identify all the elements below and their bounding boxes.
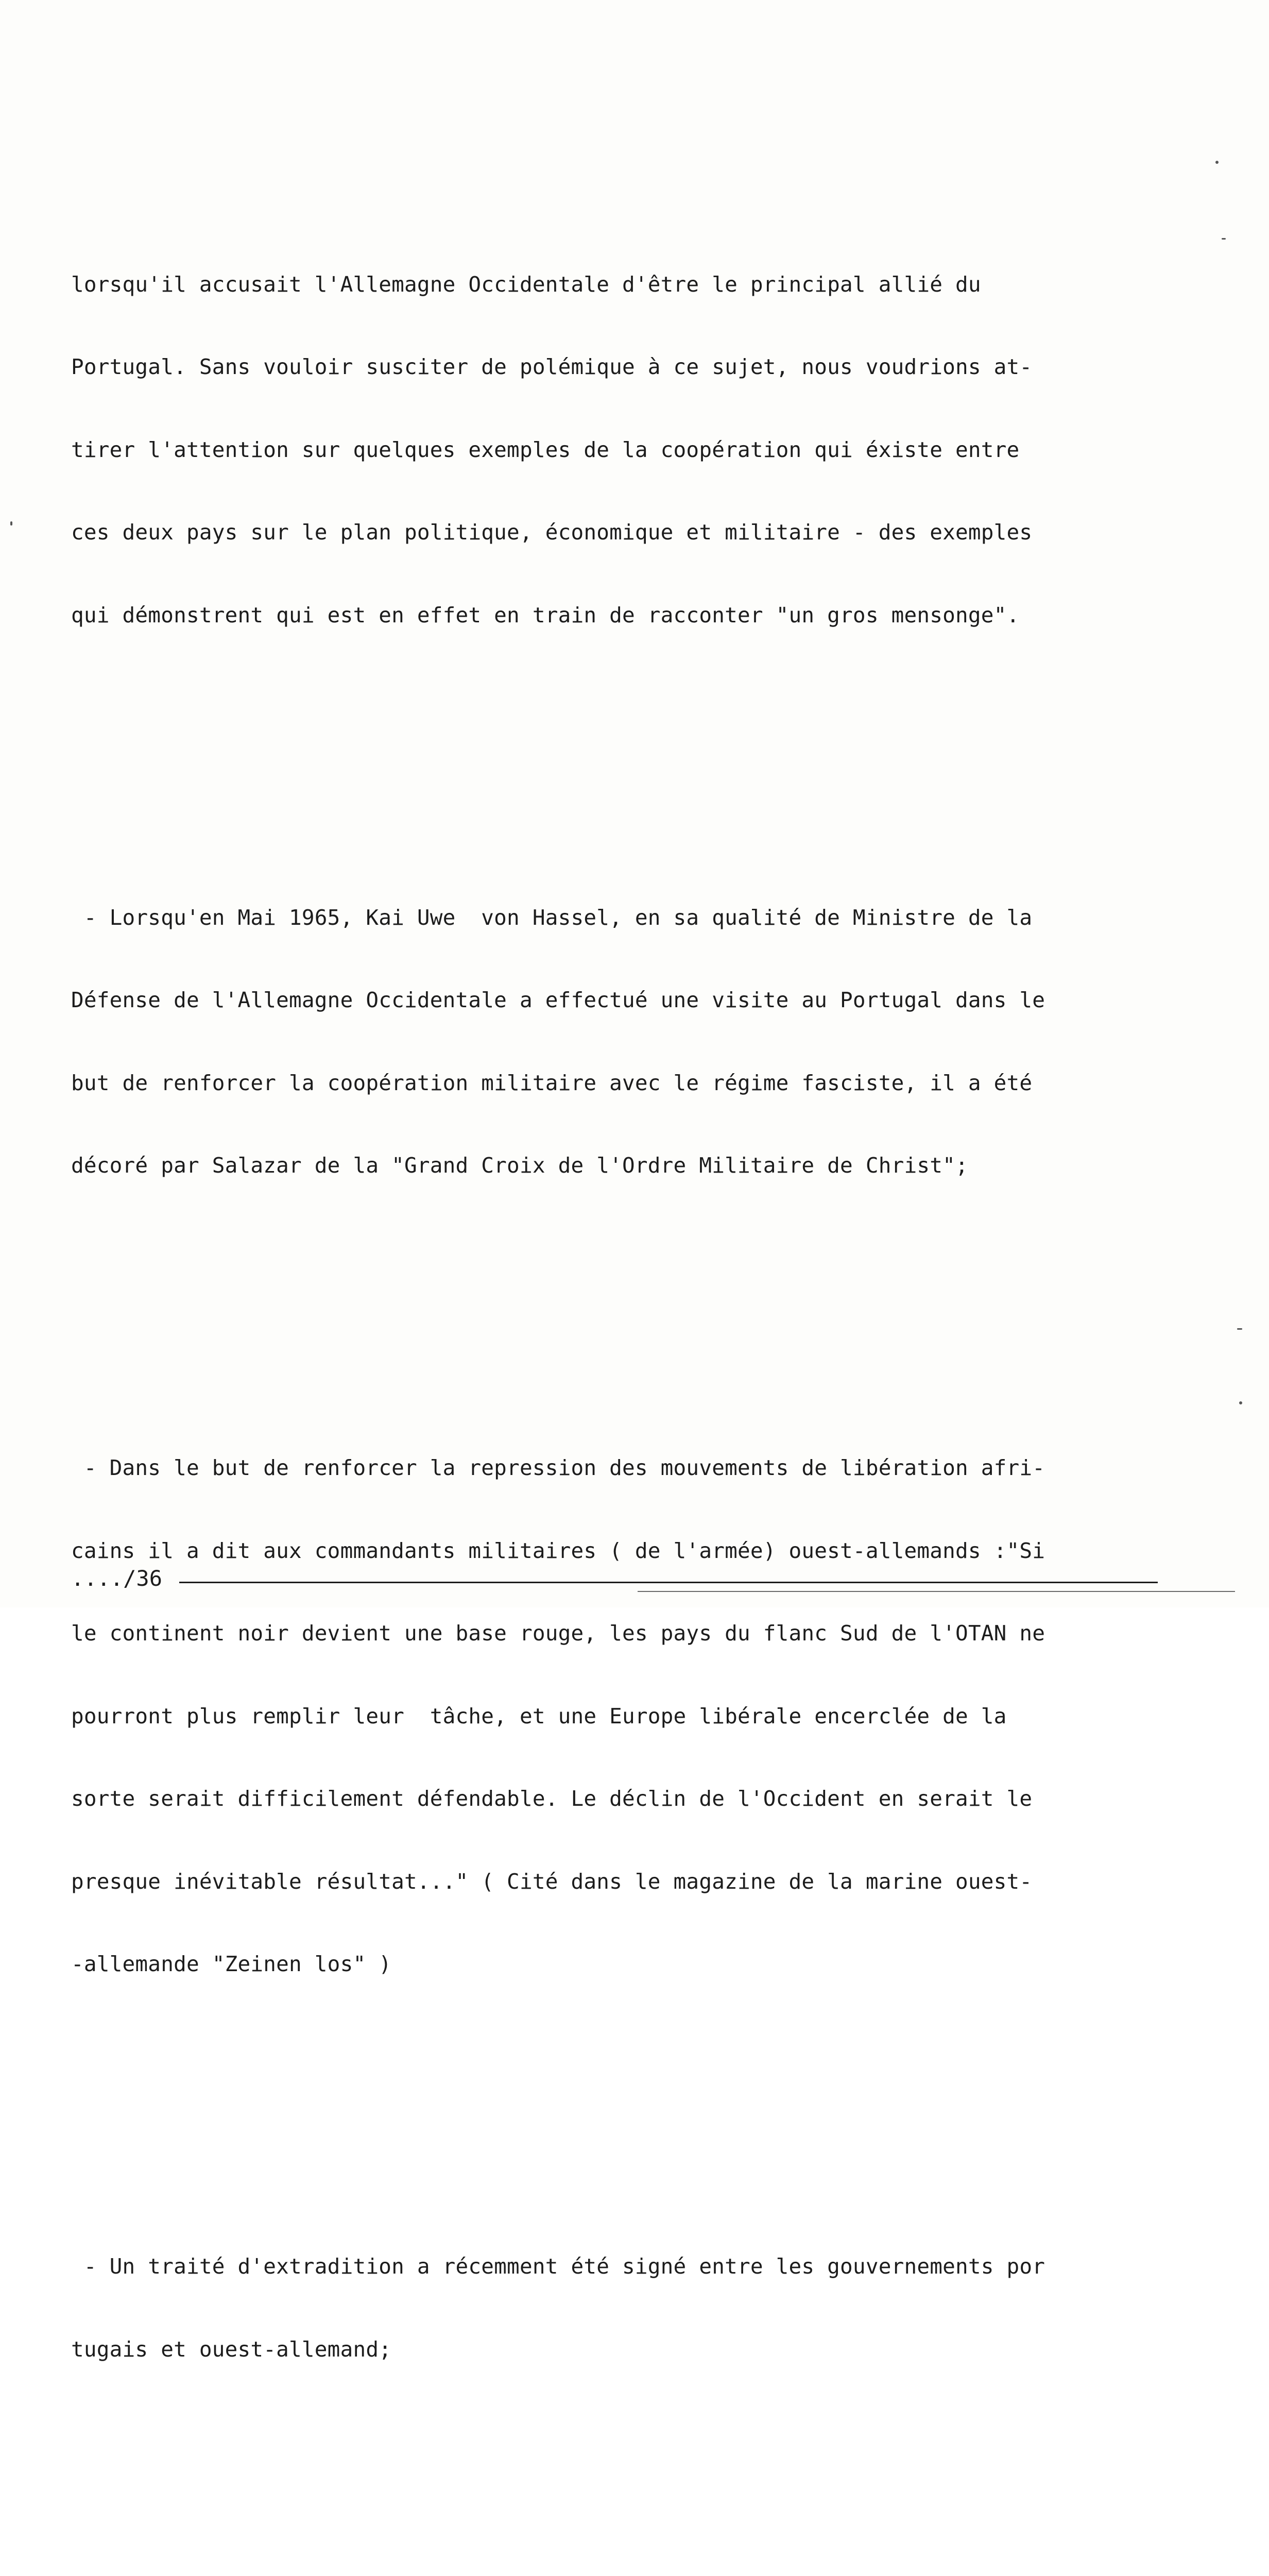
text-line: tirer l'attention sur quelques exemples de la coopération qui éxiste entre xyxy=(71,437,1020,462)
footer-rule-secondary xyxy=(638,1591,1235,1592)
document-body xyxy=(71,133,1163,2576)
text-line: pourront plus remplir leur tâche, et une Europe libérale encerclée de la xyxy=(71,1703,1007,1728)
text-line: décoré par Salazar de la "Grand Croix de l'Ordre Militaire de Christ"; xyxy=(71,1153,968,1178)
text-line: but de renforcer la coopération militaire avec le régime fasciste, il a été xyxy=(71,1070,1033,1095)
paragraph-von-hassel xyxy=(71,849,1163,1235)
continuation-marker: ..../36 xyxy=(71,1566,163,1591)
text-line: Défense de l'Allemagne Occidentale a effectué une visite au Portugal dans le xyxy=(71,988,1045,1012)
text-line: sorte serait difficilement défendable. Le déclin de l'Occident en serait le xyxy=(71,1786,1033,1811)
text-line: -allemande "Zeinen los" ) xyxy=(71,1952,392,1976)
scan-speck xyxy=(1237,1328,1242,1330)
text-line: le continent noir devient une base rouge, les pays du flanc Sud de l'OTAN ne xyxy=(71,1621,1045,1646)
text-line: lorsqu'il accusait l'Allemagne Occidentale d'être le principal allié du xyxy=(71,272,981,297)
scan-speck xyxy=(1239,1401,1242,1404)
text-line: ces deux pays sur le plan politique, économique et militaire - des exemples xyxy=(71,520,1033,545)
page-footer xyxy=(71,1563,1168,1594)
text-line: - Un traité d'extradition a récemment été signé entre les gouvernements por xyxy=(71,2254,1045,2279)
scan-speck xyxy=(1222,238,1226,240)
text-line: tugais et ouest-allemand; xyxy=(71,2336,392,2362)
text-line: - Lorsqu'en Mai 1965, Kai Uwe von Hassel, en sa qualité de Ministre de la xyxy=(71,905,1033,930)
text-line: presque inévitable résultat..." ( Cité dans le magazine de la marine ouest- xyxy=(71,1869,1033,1894)
paragraph-gap xyxy=(71,739,1163,766)
text-line: cains il a dit aux commandants militaires ( de l'armée) ouest-allemands :"Si xyxy=(71,1538,1045,1563)
scan-speck xyxy=(1215,161,1219,164)
paragraph-extradition xyxy=(71,2198,1163,2418)
text-line: qui démonstrent qui est en effet en train de racconter "un gros mensonge". xyxy=(71,602,1020,628)
scan-speck xyxy=(10,521,12,526)
text-line: Portugal. Sans vouloir susciter de polémique à ce sujet, nous voudrions at- xyxy=(71,354,1033,379)
paragraph-gap xyxy=(71,2089,1163,2115)
paragraph-repression xyxy=(71,1399,1163,2033)
paragraph-gap xyxy=(71,2473,1163,2500)
footer-rule xyxy=(179,1582,1158,1583)
intro-paragraph xyxy=(71,216,1163,685)
text-line: - Dans le but de renforcer la repression des mouvements de libération afri- xyxy=(71,1455,1045,1480)
paragraph-gap xyxy=(71,1290,1163,1317)
